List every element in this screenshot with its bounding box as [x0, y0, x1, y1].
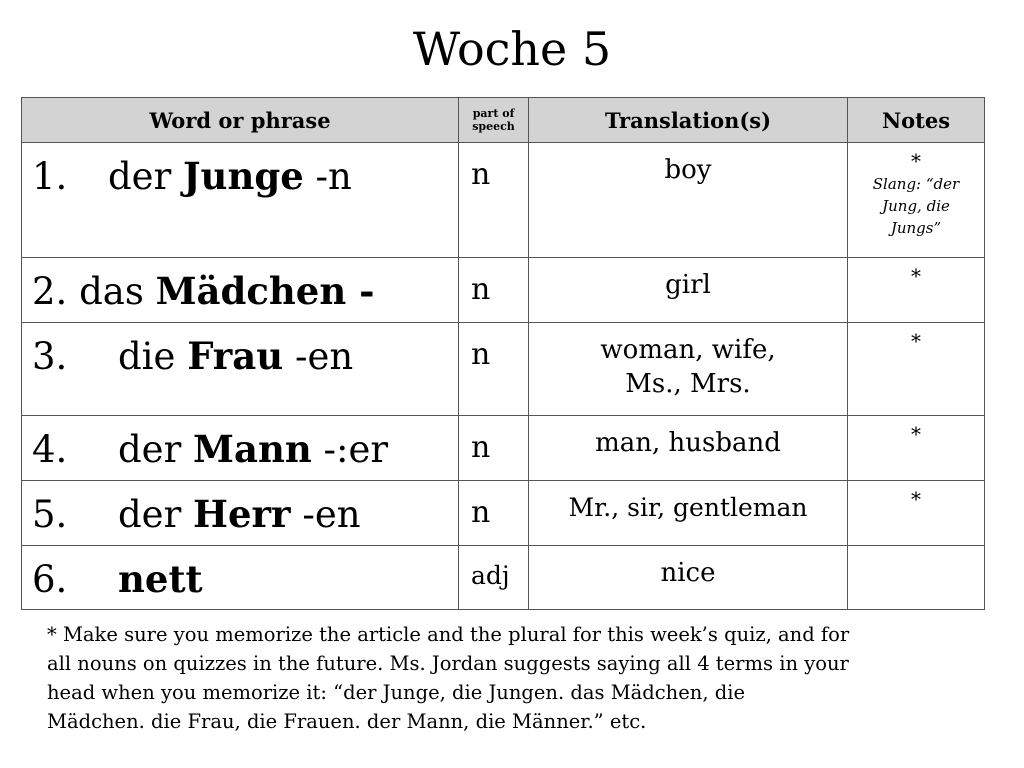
row-number: 2. — [32, 270, 68, 313]
translation: boy — [664, 155, 712, 185]
word-noun: Mann — [193, 427, 312, 471]
note-asterisk: * — [911, 487, 921, 511]
translation-cell — [529, 416, 848, 481]
table-row — [22, 546, 985, 610]
translation-cell — [529, 143, 848, 258]
word-plural: -en — [294, 335, 354, 378]
table-row — [22, 323, 985, 416]
pos-cell — [459, 323, 529, 416]
note-slang-line2: Jung, die — [882, 197, 950, 215]
translation-cell — [529, 546, 848, 610]
vocabulary-table — [21, 97, 985, 610]
table-row — [22, 416, 985, 481]
word-cell — [22, 546, 459, 610]
part-of-speech: n — [471, 272, 491, 307]
word-cell — [22, 323, 459, 416]
note-slang-line3: Jungs” — [890, 219, 942, 237]
footnote-line2: all nouns on quizzes in the future. Ms. Jordan suggests saying all 4 terms in your — [47, 652, 849, 675]
word-plural: -:er — [323, 428, 389, 471]
word-article: der — [108, 155, 172, 198]
row-number: 4. — [32, 428, 68, 471]
table-header-row — [22, 98, 985, 143]
pos-cell — [459, 143, 529, 258]
translation-cell — [529, 258, 848, 323]
header-word: Word or phrase — [22, 98, 459, 143]
part-of-speech: n — [471, 337, 491, 372]
table-row — [22, 258, 985, 323]
row-number: 1. — [32, 155, 68, 198]
word-cell — [22, 416, 459, 481]
header-pos-line2: speech — [472, 120, 515, 133]
word-article: die — [118, 335, 176, 378]
translation-cell — [529, 481, 848, 546]
note-empty — [848, 546, 984, 552]
part-of-speech: n — [471, 495, 491, 530]
notes-cell — [848, 416, 985, 481]
word-plural: -en — [302, 493, 361, 536]
part-of-speech: n — [471, 430, 491, 465]
header-notes: Notes — [848, 98, 985, 143]
footnote-line1: * Make sure you memorize the article and the plural for this week’s quiz, and for — [47, 623, 850, 646]
row-number: 5. — [32, 493, 68, 536]
word-noun: Mädchen - — [155, 269, 375, 313]
note-asterisk: * — [911, 264, 921, 288]
footnote — [47, 620, 977, 736]
word-noun: Junge — [183, 154, 304, 198]
pos-cell — [459, 481, 529, 546]
word-article: der — [118, 493, 182, 536]
translation: nice — [660, 558, 716, 588]
part-of-speech: n — [471, 157, 491, 192]
table-row — [22, 481, 985, 546]
word-cell — [22, 481, 459, 546]
table-row — [22, 143, 985, 258]
word-noun: Herr — [193, 492, 291, 536]
notes-cell — [848, 143, 985, 258]
notes-cell — [848, 258, 985, 323]
pos-cell — [459, 546, 529, 610]
translation-line2: Ms., Mrs. — [625, 369, 751, 399]
word-article: das — [79, 270, 144, 313]
word-noun: nett — [118, 557, 203, 601]
translation: Mr., sir, gentleman — [568, 493, 808, 522]
footnote-line4: Mädchen. die Frau, die Frauen. der Mann, die Männer.” etc. — [47, 710, 647, 733]
word-plural: -n — [315, 155, 352, 198]
note-asterisk: * — [911, 149, 921, 173]
word-cell — [22, 258, 459, 323]
page-title: Woche 5 — [412, 22, 612, 76]
pos-cell — [459, 258, 529, 323]
note-slang-line1: Slang: “der — [872, 175, 960, 193]
notes-cell — [848, 546, 985, 610]
notes-cell — [848, 481, 985, 546]
translation: man, husband — [595, 428, 781, 458]
row-number: 3. — [32, 335, 68, 378]
word-cell — [22, 143, 459, 258]
notes-cell — [848, 323, 985, 416]
header-pos-line1: part of — [472, 107, 515, 120]
note-asterisk: * — [911, 329, 921, 353]
word-article: der — [118, 428, 182, 471]
header-translation: Translation(s) — [529, 98, 848, 143]
header-part-of-speech — [459, 98, 529, 143]
pos-cell — [459, 416, 529, 481]
translation-line1: woman, wife, — [600, 335, 776, 365]
note-asterisk: * — [911, 422, 921, 446]
translation: girl — [665, 270, 711, 300]
translation-cell — [529, 323, 848, 416]
row-number: 6. — [32, 558, 68, 601]
footnote-line3: head when you memorize it: “der Junge, die Jungen. das Mädchen, die — [47, 681, 746, 704]
part-of-speech: adj — [471, 561, 510, 590]
word-noun: Frau — [187, 334, 284, 378]
